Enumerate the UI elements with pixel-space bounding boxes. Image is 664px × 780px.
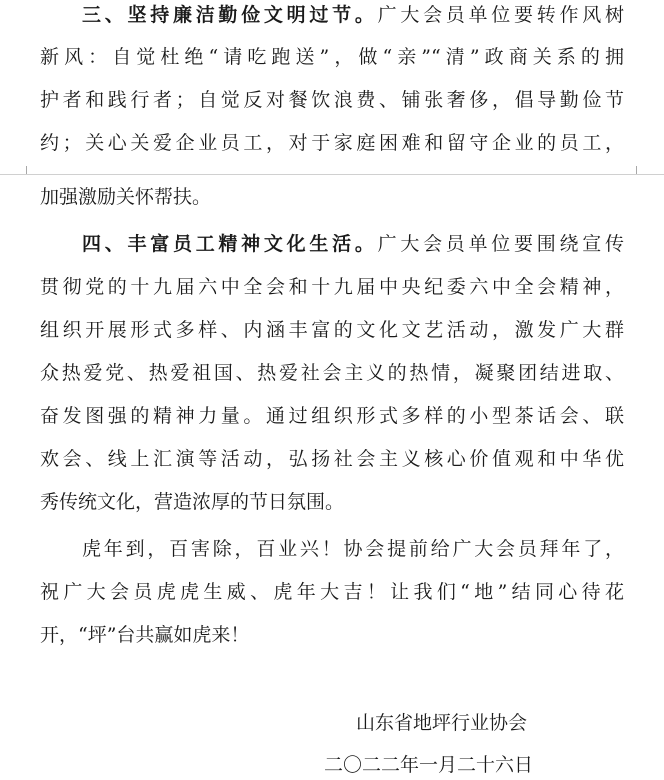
section4-first-line-text: 广大会员单位要围绕宣传 (377, 233, 624, 255)
section4-line: 众热爱党、热爱祖国、热爱社会主义的热情，凝聚团结进取、 (40, 362, 624, 384)
section4-line: 秀传统文化，营造浓厚的节日氛围。 (40, 491, 345, 513)
section3-first-line-text: 广大会员单位要转作风树 (377, 4, 624, 26)
section3-heading: 三、坚持廉洁勤俭文明过节。 (82, 4, 378, 26)
section4-heading: 四、丰富员工精神文化生活。 (82, 233, 378, 255)
signature-organization: 山东省地坪行业协会 (356, 712, 528, 734)
closing-line: 开，“坪”台共赢如虎来！ (40, 624, 250, 646)
section3-line: 护者和践行者；自觉反对餐饮浪费、铺张奢侈，倡导勤俭节 (40, 89, 624, 111)
closing-line: 祝广大会员虎虎生威、虎年大吉！让我们“地”结同心待花 (40, 581, 624, 603)
section3-line: 约；关心关爱企业员工，对于家庭困难和留守企业的员工， (40, 132, 624, 154)
section3-line: 加强激励关怀帮扶。 (40, 186, 212, 208)
section3-first-line (82, 2, 624, 28)
section4-line: 欢会、线上汇演等活动，弘扬社会主义核心价值观和中华优 (40, 448, 624, 470)
section4-line: 贯彻党的十九届六中全会和十九届中央纪委六中全会精神， (40, 276, 624, 298)
section4-first-line (82, 231, 624, 257)
signature-date: 二〇二二年一月二十六日 (324, 754, 534, 776)
closing-first-line: 虎年到，百害除，百业兴！协会提前给广大会员拜年了， (82, 538, 624, 560)
page-break-line (0, 174, 664, 175)
section3-line: 新风：自觉杜绝“请吃跑送”，做“亲”“清”政商关系的拥 (40, 46, 624, 68)
section4-line: 奋发图强的精神力量。通过组织形式多样的小型茶话会、联 (40, 405, 624, 427)
section4-line: 组织开展形式多样、内涵丰富的文化文艺活动，激发广大群 (40, 319, 624, 341)
